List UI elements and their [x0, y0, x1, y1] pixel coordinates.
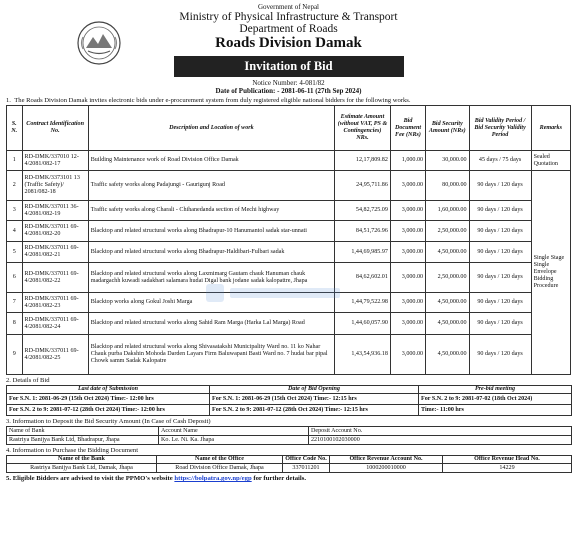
cell-validity: 45 days / 75 days [469, 151, 531, 171]
opening-line-2: For S.N. 2 to 9: 2081-07-12 (28th Oct 2024) Time:- 12:15 hrs [210, 405, 419, 416]
cell-security: 4,50,000.00 [426, 293, 469, 313]
header-revenue-head: Office Revenue Head No. [443, 456, 572, 464]
cell-estimate: 24,95,711.86 [335, 171, 391, 201]
watermark-logo [206, 282, 346, 304]
purchase-office-code: 337011201 [283, 464, 330, 473]
deposit-header [7, 427, 572, 436]
submission-line-2: For S.N. 2 to 9: 2081-07-12 (28th Oct 2024) Time:- 12:00 hrs [7, 405, 210, 416]
table-row [7, 151, 571, 171]
cell-validity: 90 days / 120 days [469, 242, 531, 263]
cell-doc-fee: 1,000.00 [390, 151, 425, 171]
cell-sn: 8 [7, 313, 23, 335]
cell-security: 4,50,000.00 [426, 242, 469, 263]
header-office: Name of the Office [157, 456, 283, 464]
purchase-bank: Rastriya Banijya Bank Ltd, Damak, Jhapa [7, 464, 157, 473]
cell-estimate: 84,51,726.96 [335, 221, 391, 242]
deposit-row [7, 436, 572, 445]
cell-description: Blacktop and related structural works along Sahid Ram Marga (Harka Lal Marga) Road [88, 313, 334, 335]
purchase-table [6, 455, 572, 473]
table-row [7, 201, 571, 221]
header-bank: Name of the Bank [7, 456, 157, 464]
cell-estimate: 12,17,809.82 [335, 151, 391, 171]
works-table-header [7, 106, 571, 151]
cell-sn: 5 [7, 242, 23, 263]
cell-contract-id: RD-DMK/337011 69-4/2081/082-25 [22, 335, 88, 375]
header-account-name: Account Name [159, 427, 309, 436]
cell-estimate: 1,44,69,985.97 [335, 242, 391, 263]
cell-security: 2,50,000.00 [426, 221, 469, 242]
division-name: Roads Division Damak [215, 35, 362, 52]
cell-description: Building Maintenance work of Road Division Office Damak [88, 151, 334, 171]
cell-description: Blacktop works along Gokul Joshi Marga [88, 293, 334, 313]
submission-line-1: For S.N. 1: 2081-06-29 (15th Oct 2024) Time:- 12:00 hrs [7, 394, 210, 405]
cell-description: Blacktop and related structural works along Bhadrapur-Haldibari-Fulbari sadak [88, 242, 334, 263]
bid-details-row [7, 394, 572, 405]
cell-contract-id: RD-DMK/337011 69-4/2081/082-24 [22, 313, 88, 335]
header-prebid-meeting: Pre-bid meeting [419, 386, 572, 394]
deposit-table [6, 426, 572, 445]
header-revenue-account: Office Revenue Account No. [330, 456, 443, 464]
cell-remark-single-stage: Single Stage Single Envelope Bidding Procedure [531, 171, 570, 375]
header-last-submission: Last date of Submission [7, 386, 210, 394]
cell-doc-fee: 3,000.00 [390, 263, 425, 293]
cell-estimate: 1,44,79,522.98 [335, 293, 391, 313]
section-2-title: 2. Details of Bid [6, 377, 50, 385]
deposit-bank: Rastriya Banijya Bank Ltd, Bhadrapur, Jhapa [7, 436, 159, 445]
cell-sn: 3 [7, 201, 23, 221]
header-deposit-account: Deposit Account No. [309, 427, 572, 436]
cell-contract-id: RD-DMK/3373101 13 (Traffic Safety)/ 2081/082-18 [22, 171, 88, 201]
cell-sn: 9 [7, 335, 23, 375]
section-5 [6, 475, 571, 482]
col-header-description: Description and Location of work [88, 106, 334, 151]
table-row [7, 171, 571, 201]
header-bank-name: Name of Bank [7, 427, 159, 436]
cell-doc-fee: 3,000.00 [390, 221, 425, 242]
col-header-remarks: Remarks [531, 106, 570, 151]
col-header-estimate: Estimate Amount (without VAT, PS & Contingencies) NRs. [335, 106, 391, 151]
cell-contract-id: RD-DMK/337011 69-4/2081/082-23 [22, 293, 88, 313]
invitation-banner: Invitation of Bid [174, 56, 404, 77]
cell-validity: 90 days / 120 days [469, 263, 531, 293]
cell-description: Blacktop and related structural works along Laxmimarg Gautam chauk Hanuman chauk madargachh kuwadi sadakbari salamara hudai Digal bank jodane sadak kalopattre, Jhapa [88, 263, 334, 293]
cell-sn: 6 [7, 263, 23, 293]
cell-validity: 90 days / 120 days [469, 293, 531, 313]
cell-validity: 90 days / 120 days [469, 335, 531, 375]
cell-doc-fee: 3,000.00 [390, 335, 425, 375]
works-table [6, 105, 571, 375]
ppmo-website-link[interactable]: https://bolpatra.gov.np/egp [174, 475, 252, 483]
section-5-tail: for further details. [253, 475, 307, 483]
cell-security: 4,50,000.00 [426, 313, 469, 335]
cell-description: Blacktop and related structural works along Bhadrapur-10 Hanumantol sadak star-unnati [88, 221, 334, 242]
header-office-code: Office Code No. [283, 456, 330, 464]
col-header-security: Bid Security Amount (NRs) [426, 106, 469, 151]
col-header-sn: S. N. [7, 106, 23, 151]
cell-doc-fee: 3,000.00 [390, 171, 425, 201]
bid-details-header [7, 386, 572, 394]
section-4-title: 4. Information to Purchase the Bidding Document [6, 447, 139, 455]
department-name: Department of Roads [239, 23, 338, 36]
cell-security: 80,000.00 [426, 171, 469, 201]
cell-estimate: 54,82,725.09 [335, 201, 391, 221]
purchase-office: Road Division Office Damak, Jhapa [157, 464, 283, 473]
cell-estimate: 1,44,60,057.90 [335, 313, 391, 335]
cell-sn: 4 [7, 221, 23, 242]
col-header-doc-fee: Bid Document Fee (NRs) [390, 106, 425, 151]
cell-security: 30,000.00 [426, 151, 469, 171]
notice-number: Notice Number: 4-081/82 [252, 79, 325, 88]
publication-date: Date of Publication: - 2081-06-11 (27th Sep 2024) [215, 87, 362, 96]
bid-details-row [7, 405, 572, 416]
cell-description: Blacktop and related structural works along Shivasatakshi Municipality Ward no. 11 ko Nahar Chauk purba Dakshin Mohoda Darden Layars Firm Baluwapani Basti Ward no. 7 hudai bar pipal Chowk samm Sadak Kalopatre [88, 335, 334, 375]
table-row [7, 242, 571, 263]
cell-validity: 90 days / 120 days [469, 313, 531, 335]
purchase-revenue-head: 14229 [443, 464, 572, 473]
cell-security: 4,50,000.00 [426, 335, 469, 375]
cell-sn: 1 [7, 151, 23, 171]
cell-doc-fee: 3,000.00 [390, 201, 425, 221]
cell-contract-id: RD-DMK/337011 36-4/2081/082-19 [22, 201, 88, 221]
cell-sn: 2 [7, 171, 23, 201]
cell-remark-sealed-quotation: Sealed Quotation [531, 151, 570, 171]
deposit-account-no: 2210100102030000 [309, 436, 572, 445]
table-row [7, 335, 571, 375]
cell-sn: 7 [7, 293, 23, 313]
cell-doc-fee: 3,000.00 [390, 242, 425, 263]
opening-line-1: For S.N. 1: 2081-06-29 (15th Oct 2024) Time:- 12:15 hrs [210, 394, 419, 405]
cell-doc-fee: 3,000.00 [390, 293, 425, 313]
col-header-validity: Bid Validity Period / Bid Security Validity Period [469, 106, 531, 151]
cell-contract-id: RD-DMK/337011 69-4/2081/082-20 [22, 221, 88, 242]
cell-description: Traffic safety works along Padajungi - Gaurigunj Road [88, 171, 334, 201]
prebid-line-1: For S.N. 2 to 9: 2081-07-02 (18th Oct 2024) [419, 394, 572, 405]
purchase-revenue-account: 1000200010000 [330, 464, 443, 473]
cell-validity: 90 days / 120 days [469, 171, 531, 201]
header-bid-opening: Date of Bid Opening [210, 386, 419, 394]
cell-doc-fee: 3,000.00 [390, 313, 425, 335]
prebid-line-2: Time:- 11:00 hrs [419, 405, 572, 416]
cell-contract-id: RD-DMK/337010 12-4/2081/082-17 [22, 151, 88, 171]
deposit-account-name: Ko. Le. Ni. Ka. Jhapa [159, 436, 309, 445]
section-3-title: 3. Information to Deposit the Bid Security Amount (In Case of Cash Deposit) [6, 418, 211, 426]
section-1-intro: 1. The Roads Division Damak invites electronic bids under e-procurement system from duly registered eligible national bidders for the following works. [6, 97, 411, 105]
cell-security: 2,50,000.00 [426, 263, 469, 293]
cell-contract-id: RD-DMK/337011 69-4/2081/082-21 [22, 242, 88, 263]
cell-estimate: 1,43,54,936.18 [335, 335, 391, 375]
cell-contract-id: RD-DMK/337011 69-4/2081/082-22 [22, 263, 88, 293]
government-emblem-icon [76, 20, 122, 66]
cell-validity: 90 days / 120 days [469, 221, 531, 242]
notice-info [6, 79, 571, 95]
cell-security: 1,60,000.00 [426, 201, 469, 221]
cell-validity: 90 days / 120 days [469, 201, 531, 221]
cell-description: Traffic safety works along Charali - Chihanedanda section of Mechi highway [88, 201, 334, 221]
section-5-text: 5. Eligible Bidders are advised to visit the PPMO's website [6, 475, 173, 483]
table-row [7, 313, 571, 335]
cell-estimate: 84,62,602.01 [335, 263, 391, 293]
table-row [7, 221, 571, 242]
bid-details-table [6, 385, 572, 416]
ministry-name: Ministry of Physical Infrastructure & Transport [179, 11, 398, 24]
section-1-text: The Roads Division Damak invites electronic bids under e-procurement system from duly registered eligible national bidders for the following works. [14, 97, 411, 105]
col-header-contract-id: Contract Identification No. [22, 106, 88, 151]
purchase-header [7, 456, 572, 464]
purchase-row [7, 464, 572, 473]
government-label: Government of Nepal [257, 3, 320, 11]
